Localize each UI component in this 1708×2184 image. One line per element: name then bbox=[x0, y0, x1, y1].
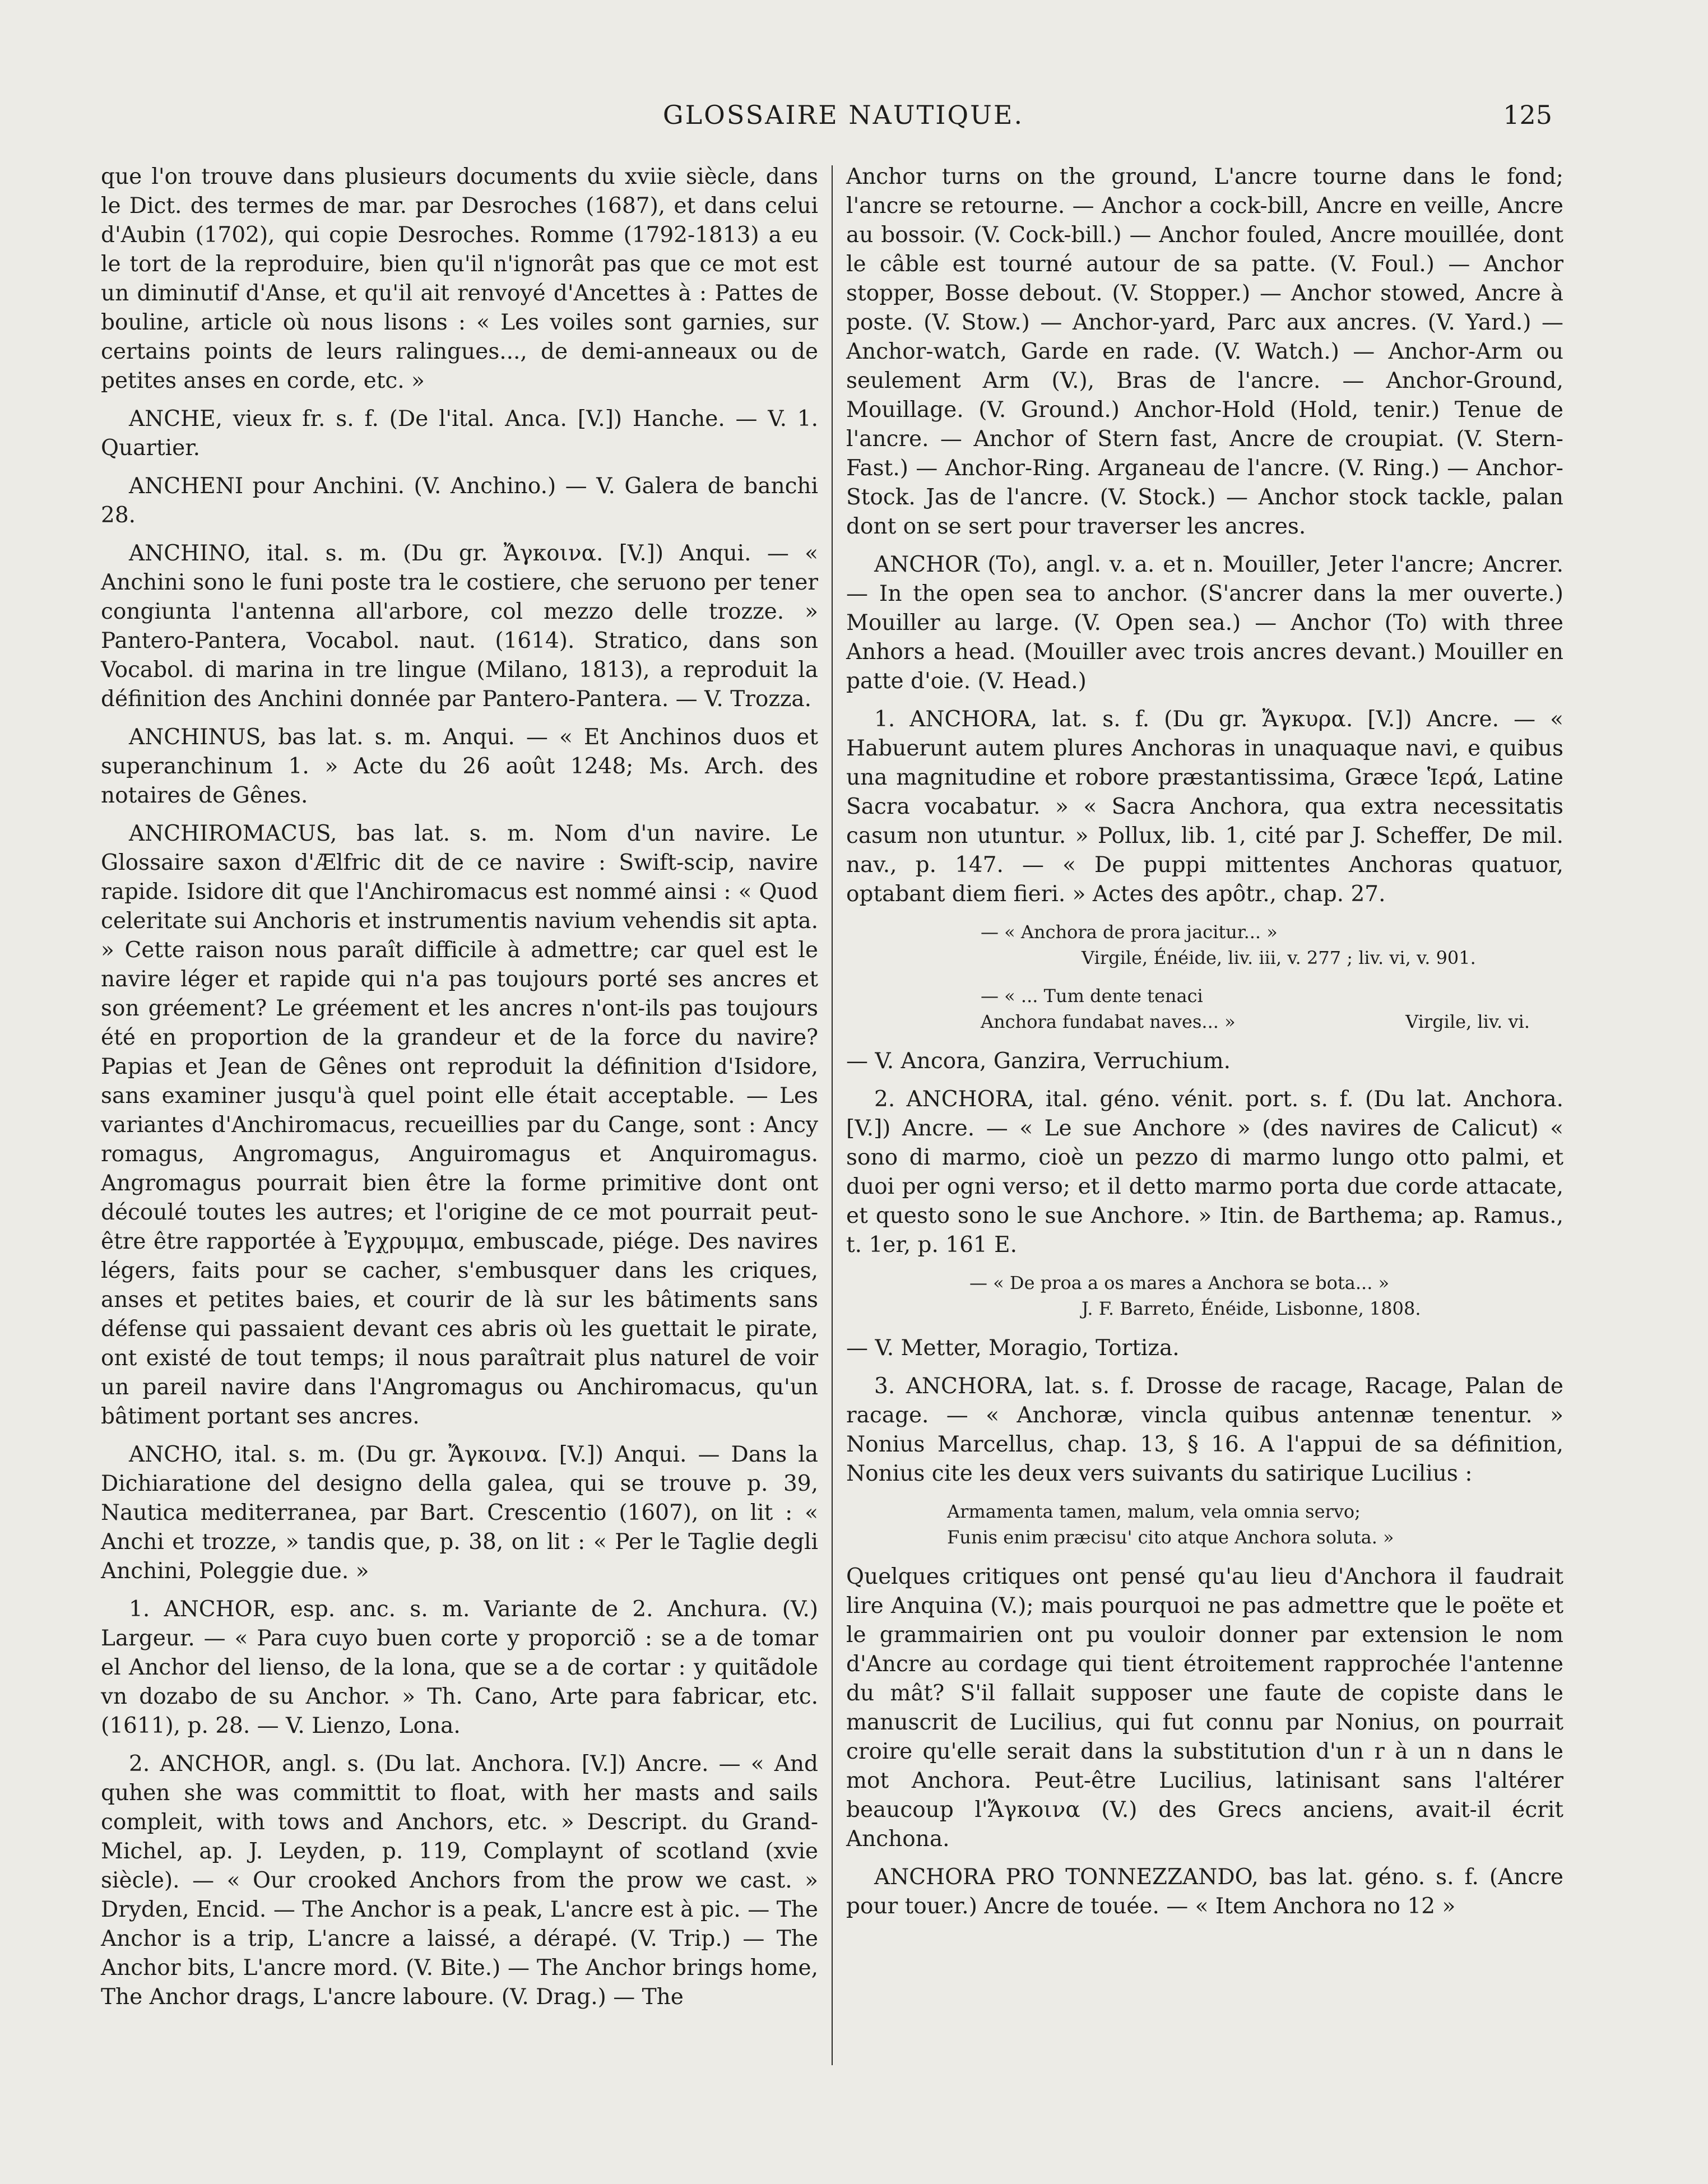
cross-reference: — V. Metter, Moragio, Tortiza. bbox=[846, 1336, 1180, 1361]
paragraph: Quelques critiques ont pensé qu'au lieu d'Anchora il faudrait lire Anquina (V.); mais pourquoi ne pas admettre que le poëte et le grammairien ont pu vouloir donner par extension le nom d'Ancre au cordage qui tient étroitement rapprochée l'antenne du mât? S'il fallait supposer une faute de copiste dans le manuscrit de Lucilius, qui fut connu par Nonius, on pourrait croire qu'elle serait dans la substitution d'un r à un n dans le mot Anchora. Peut-être Lucilius, latinisant sans l'altérer beaucoup l'Ἄγκοινα (V.) des Grecs anciens, avait-il écrit Anchona. bbox=[846, 1564, 1563, 1852]
entry-anchora-pro-tonnezzando: ANCHORA PRO TONNEZZANDO, bas lat. géno. s. f. (Ancre pour touer.) Ancre de touée. — « Item Anchora no 12 » bbox=[846, 1865, 1563, 1919]
quote-line: — « De proa a os mares a Anchora se bota... » bbox=[969, 1272, 1390, 1293]
quote-line: — « ... Tum dente tenaci bbox=[981, 985, 1203, 1007]
entry-anche: ANCHE, vieux fr. s. f. (De l'ital. Anca. [V.]) Hanche. — V. 1. Quartier. bbox=[101, 406, 818, 461]
entry-ancheni: ANCHENI pour Anchini. (V. Anchino.) — V. Galera de banchi 28. bbox=[101, 474, 818, 528]
entry-anchor-angl: 2. ANCHOR, angl. s. (Du lat. Anchora. [V.]) Ancre. — « And quhen she was committit to float, with her masts and sails compleit, with tows and Anchors, etc. » Descript. du Grand-Michel, ap. J. Leyden, p. 119, Complaynt of scotland (xvie siècle). — « Our crooked Anchors from the prow we cast. » Dryden, Encid. — The Anchor is a peak, L'ancre est à pic. — The Anchor is a trip, L'ancre a laissé, a dérapé. (V. Trip.) — The Anchor bits, L'ancre mord. (V. Bite.) — The Anchor brings home, The Anchor drags, L'ancre laboure. (V. Drag.) — The bbox=[101, 1751, 818, 2010]
entry-anchora-racage: 3. ANCHORA, lat. s. f. Drosse de racage, Racage, Palan de racage. — « Anchoræ, vincla quibus antennæ tenentur. » Nonius Marcellus, chap. 13, § 16. A l'appui de sa définition, Nonius cite les deux vers suivants du satirique Lucilius : bbox=[846, 1374, 1563, 1486]
quote-source: Virgile, liv. vi. bbox=[1405, 1011, 1530, 1032]
entry-anchinus: ANCHINUS, bas lat. s. m. Anqui. — « Et Anchinos duos et superanchinum 1. » Acte du 26 août 1248; Ms. Arch. des notaires de Gênes. bbox=[101, 725, 818, 808]
quote-line-with-source bbox=[846, 1009, 1563, 1035]
quote-line: — « Anchora de prora jacitur... » bbox=[981, 921, 1278, 943]
quote-line: Anchora fundabat naves... » bbox=[981, 1011, 1236, 1032]
quote-line: Armamenta tamen, malum, vela omnia servo; bbox=[947, 1501, 1361, 1522]
cross-reference: — V. Ancora, Ganzira, Verruchium. bbox=[846, 1049, 1231, 1074]
column-divider bbox=[832, 165, 833, 2065]
page-title: GLOSSAIRE NAUTIQUE. bbox=[662, 100, 1024, 130]
page-number: 125 bbox=[1503, 100, 1552, 130]
quote-source: J. F. Barreto, Énéide, Lisbonne, 1808. bbox=[1082, 1298, 1421, 1319]
left-column bbox=[101, 163, 818, 2021]
running-head bbox=[101, 100, 1586, 139]
entry-anchora-lat: 1. ANCHORA, lat. s. f. (Du gr. Ἄγκυρα. [V.]) Ancre. — « Habuerunt autem plures Anchoras in unaquaque navi, e quibus una magnitudine et robore præstantissima, Græce Ἱερά, Latine Sacra vocabatur. » « Sacra Anchora, qua extra necessitatis casum non utuntur. » Pollux, lib. 1, cité par J. Scheffer, De mil. nav., p. 147. — « De puppi mittentes Anchoras quatuor, optabant diem fieri. » Actes des apôtr., chap. 27. bbox=[846, 707, 1563, 907]
entry-anchor-esp: 1. ANCHOR, esp. anc. s. m. Variante de 2. Anchura. (V.) Largeur. — « Para cuyo buen corte y proporciõ : se a de tomar el Anchor del lienso, de la lona, que se a de cortar : y quitãdole vn dozabo de su Anchor. » Th. Cano, Arte para fabricar, etc. (1611), p. 28. — V. Lienzo, Lona. bbox=[101, 1597, 818, 1738]
entry-anchor-to: ANCHOR (To), angl. v. a. et n. Mouiller, Jeter l'ancre; Ancrer. — In the open sea to anchor. (S'ancrer dans la mer ouverte.) Mouiller au large. (V. Open sea.) — Anchor (To) with three Anhors a head. (Mouiller avec trois ancres devant.) Mouiller en patte d'oie. (V. Head.) bbox=[846, 552, 1563, 694]
entry-anchora-ital: 2. ANCHORA, ital. géno. vénit. port. s. f. (Du lat. Anchora. [V.]) Ancre. — « Le sue Anchore » (des navires de Calicut) « sono di marmo, cioè un pezzo di marmo lungo otto palmi, et duoi per ogni verso; et il detto marmo porta due corde attacate, et questo sono le sue Anchore. » Itin. de Barthema; ap. Ramus., t. 1er, p. 161 E. bbox=[846, 1087, 1563, 1258]
entry-anchiromacus: ANCHIROMACUS, bas lat. s. m. Nom d'un navire. Le Glossaire saxon d'Ælfric dit de ce navire : Swift-scip, navire rapide. Isidore dit que l'Anchiromacus est nommé ainsi : « Quod celeritate sui Anchoris et instrumentis navium vehendis sit apta. » Cette raison nous paraît difficile à admettre; car quel est le navire léger et rapide qui n'a pas toujours porté ses ancres et son gréement? Le gréement et les ancres n'ont-ils pas toujours été en proportion de la grandeur et de la force du navire? Papias et Jean de Gênes ont reproduit la définition d'Isidore, sans examiner jusqu'à quel point elle était acceptable. — Les variantes d'Anchiromacus, recueillies par du Cange, sont : Ancy romagus, Angromagus, Anguiromagus et Anquiromagus. Angromagus pourrait bien être la forme primitive dont ont découlé toutes les autres; et l'origine de ce mot pourrait peut-être être rapportée à Ἐγχρυμμα, embuscade, piége. Des navires légers, faits pour se cacher, s'embusquer dans les criques, anses et petites baies, et courir de là sur les bâtiments sans défense qui passaient devant ces abris où les guettait le pirate, ont existé de tout temps; il nous paraîtrait plus naturel de voir un pareil navire dans l'Angromagus ou Anchiromacus, qu'un bâtiment portant ses ancres. bbox=[101, 821, 818, 1429]
paragraph: que l'on trouve dans plusieurs documents du xviie siècle, dans le Dict. des termes de mar. par Desroches (1687), et dans celui d'Aubin (1702), qui copie Desroches. Romme (1792-1813) a eu le tort de la reproduire, bien qu'il n'ignorât pas que ce mot est un diminutif d'Anse, et qu'il ait renvoyé d'Ancettes à : Pattes de bouline, article où nous lisons : « Les voiles sont garnies, sur certains points de leurs ralingues..., de demi-anneaux ou de petites anses en corde, etc. » bbox=[101, 164, 818, 393]
entry-anchino: ANCHINO, ital. s. m. (Du gr. Ἄγκοινα. [V.]) Anqui. — « Anchini sono le funi poste tra le costiere, che seruono per tener congiunta l'antenna all'arbore, col mezzo delle trozze. » Pantero-Pantera, Vocabol. naut. (1614). Stratico, dans son Vocabol. di marina in tre lingue (Milano, 1813), a reproduit la définition des Anchini donnée par Pantero-Pantera. — V. Trozza. bbox=[101, 541, 818, 712]
quote-line: Funis enim præcisu' cito atque Anchora soluta. » bbox=[947, 1527, 1394, 1548]
right-column bbox=[846, 163, 1563, 1930]
quotation-virgile-1 bbox=[846, 919, 1563, 971]
entry-ancho: ANCHO, ital. s. m. (Du gr. Ἄγκοινα. [V.]) Anqui. — Dans la Dichiaratione del designo della galea, qui se trouve p. 39, Nautica mediterranea, par Bart. Crescentio (1607), on lit : « Anchi et trozze, » tandis que, p. 38, on lit : « Per le Taglie degli Anchini, Poleggie due. » bbox=[101, 1442, 818, 1584]
quotation-barreto bbox=[846, 1270, 1563, 1321]
quotation-virgile-2 bbox=[846, 983, 1563, 1035]
paragraph: Anchor turns on the ground, L'ancre tourne dans le fond; l'ancre se retourne. — Anchor a cock-bill, Ancre en veille, Ancre au bossoir. (V. Cock-bill.) — Anchor fouled, Ancre mouillée, dont le câble est tourné autour de sa patte. (V. Foul.) — Anchor stopper, Bosse debout. (V. Stopper.) — Anchor stowed, Ancre à poste. (V. Stow.) — Anchor-yard, Parc aux ancres. (V. Yard.) — Anchor-watch, Garde en rade. (V. Watch.) — Anchor-Arm ou seulement Arm (V.), Bras de l'ancre. — Anchor-Ground, Mouillage. (V. Ground.) Anchor-Hold (Hold, tenir.) Tenue de l'ancre. — Anchor of Stern fast, Ancre de croupiat. (V. Stern-Fast.) — Anchor-Ring. Arganeau de l'ancre. (V. Ring.) — Anchor-Stock. Jas de l'ancre. (V. Stock.) — Anchor stock tackle, palan dont on se sert pour traverser les ancres. bbox=[846, 164, 1563, 539]
quote-source: Virgile, Énéide, liv. iii, v. 277 ; liv. vi, v. 901. bbox=[1082, 947, 1476, 968]
quotation-lucilius bbox=[846, 1499, 1563, 1550]
